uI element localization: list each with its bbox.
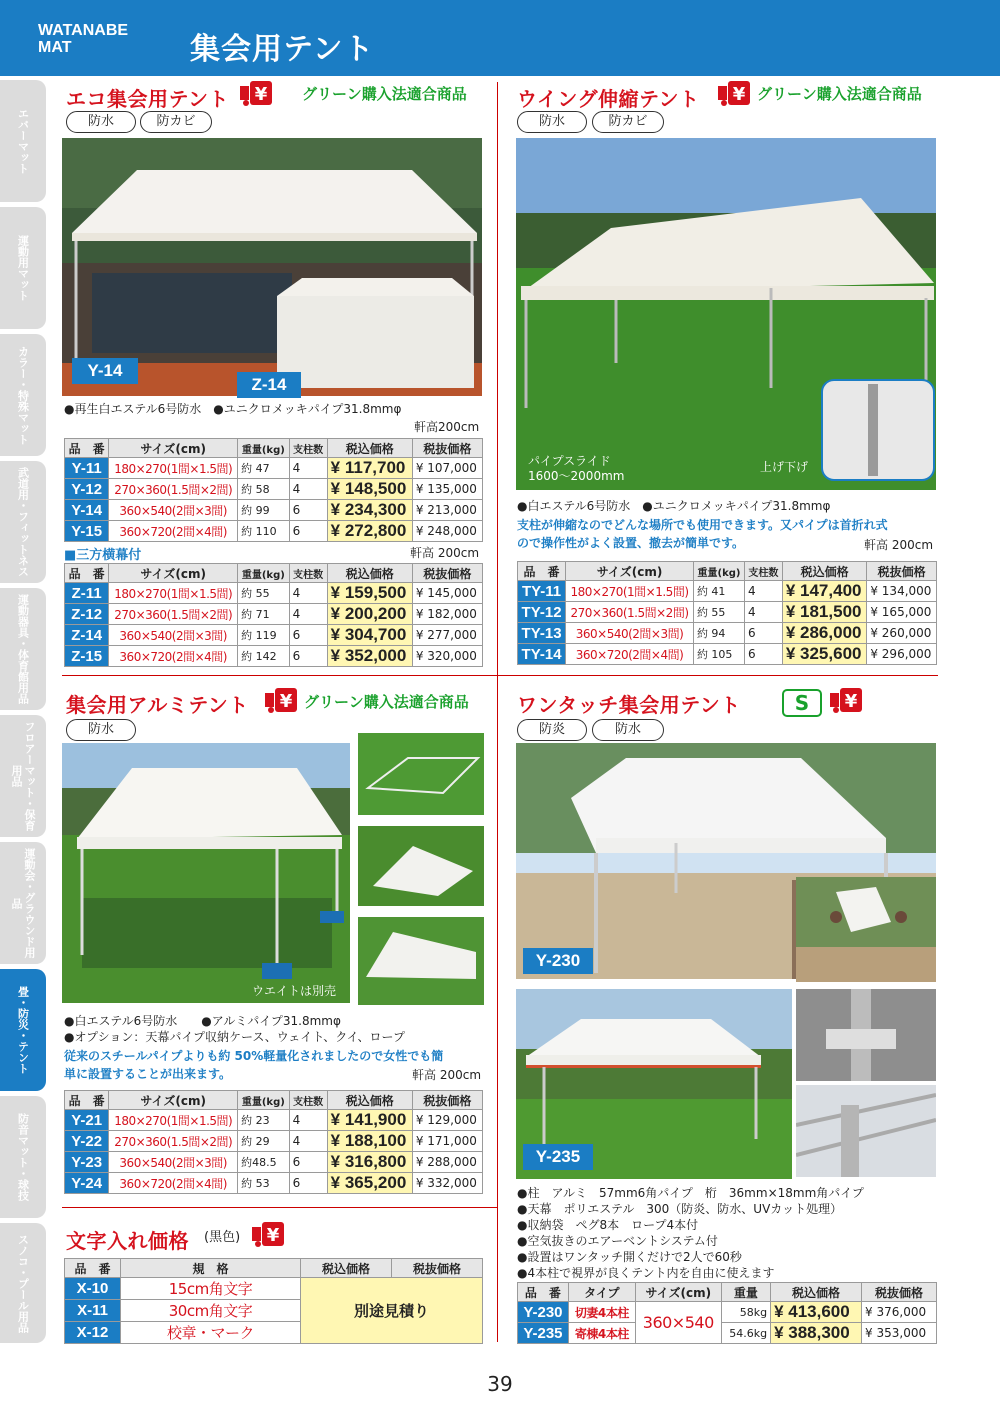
eco-price-table (64, 438, 483, 542)
cell-type: 寄棟4本柱 (568, 1323, 635, 1344)
th: 税抜価格 (412, 1091, 482, 1110)
side-tab[interactable]: 運動器具・体育館用品 (0, 588, 46, 710)
onetouch-joint-photo (796, 989, 936, 1081)
cell-price-ex: ¥ 171,000 (412, 1131, 482, 1152)
eco-spec: ●再生白エステル6号防水 ●ユニクロメッキパイプ31.8mmφ (64, 402, 402, 416)
cell-posts: 6 (289, 500, 327, 521)
cell-posts: 6 (289, 1173, 327, 1194)
cell-weight: 54.6kg (721, 1323, 770, 1344)
alumi-desc-1: 従来のスチールパイプよりも約 50%軽量化されましたので女性でも簡 (64, 1049, 444, 1063)
cell-size: 360×540(2間×3間) (109, 625, 238, 646)
side-tab[interactable]: 武道用・フィットネス (0, 461, 46, 583)
brand-line2: MAT (38, 39, 72, 56)
cell-posts: 6 (289, 646, 327, 667)
cell-weight: 約 41 (693, 581, 744, 602)
moji-price-table (64, 1258, 483, 1344)
cell-size: 180×270(1間×1.5間) (109, 458, 238, 479)
cell-code: TY-11 (518, 581, 566, 602)
alumi-spec-2: ●オプション：天幕パイプ収納ケース、ウェイト、クイ、ロープ (64, 1030, 405, 1044)
table-row (65, 1152, 483, 1173)
table-row (65, 500, 483, 521)
cell-weight: 約 94 (693, 623, 744, 644)
th: 規 格 (121, 1259, 301, 1278)
th: 重量(kg) (238, 564, 289, 583)
onetouch-price-table (517, 1282, 937, 1344)
side-curtain-price-table (64, 563, 483, 667)
section-divider (498, 675, 938, 676)
onetouch-spec-1: ●柱 アルミ 57mm6角パイプ 桁 36mm×18mm角パイプ (517, 1186, 864, 1200)
cell-size: 360×720(2間×4間) (109, 1173, 238, 1194)
th: 品 番 (65, 564, 109, 583)
cell-size: 360×720(2間×4間) (566, 644, 694, 665)
th: 税込価格 (327, 1091, 412, 1110)
cell-price-ex: ¥ 182,000 (412, 604, 482, 625)
th: 品 番 (65, 1091, 109, 1110)
table-row (65, 604, 483, 625)
side-tab[interactable]: カラー・特殊マット (0, 334, 46, 456)
green-label: グリーン購入法適合商品 (302, 85, 467, 103)
cell-price-ex: ¥ 277,000 (412, 625, 482, 646)
cell-price: ¥ 413,600 (771, 1302, 862, 1323)
cell-price: ¥ 181,500 (782, 602, 867, 623)
cell-size: 180×270(1間×1.5間) (109, 583, 238, 604)
cell-price-ex: ¥ 320,000 (412, 646, 482, 667)
cell-spec: 30cm角文字 (121, 1300, 301, 1322)
green-label: グリーン購入法適合商品 (757, 85, 922, 103)
th: 品 番 (65, 1259, 121, 1278)
brand-line1: WATANABE (38, 22, 129, 39)
cell-code: Z-11 (65, 583, 109, 604)
yen-truck-icon (830, 688, 862, 714)
onetouch-spec-4: ●空気抜きのエアーベントシステム付 (517, 1234, 718, 1248)
table-row (518, 623, 937, 644)
cell-code: Z-12 (65, 604, 109, 625)
cell-posts: 4 (289, 1131, 327, 1152)
cell-weight: 約 105 (693, 644, 744, 665)
wing-price-table (517, 561, 937, 665)
cell-price-ex: ¥ 145,000 (412, 583, 482, 604)
th: 支柱数 (745, 562, 783, 581)
cell-type: 切妻4本柱 (568, 1302, 635, 1323)
alumi-tent-photo (62, 743, 350, 1003)
th: 品 番 (518, 562, 566, 581)
page-title: 集会用テント (190, 32, 375, 67)
cell-code: Y-11 (65, 458, 109, 479)
cell-price: ¥ 388,300 (771, 1323, 862, 1344)
pipe-slide-label: パイプスライド (528, 454, 611, 468)
cell-code: X-12 (65, 1322, 121, 1344)
brand-logo (38, 22, 128, 56)
table-row (65, 1173, 483, 1194)
cell-posts: 6 (289, 625, 327, 646)
cell-code: Y-15 (65, 521, 109, 542)
alumi-price-table (64, 1090, 483, 1194)
cell-price-ex: ¥ 353,000 (862, 1323, 937, 1344)
cell-size: 180×270(1間×1.5間) (566, 581, 694, 602)
cell-price: ¥ 325,600 (782, 644, 867, 665)
sg-mark-icon: S (782, 689, 822, 717)
updown-label: 上げ下げ (760, 460, 809, 474)
cell-size: 270×360(1.5間×2間) (566, 602, 694, 623)
cell-weight: 約 53 (238, 1173, 289, 1194)
cell-weight: 約 99 (238, 500, 289, 521)
table-row (518, 644, 937, 665)
cell-price: ¥ 286,000 (782, 623, 867, 644)
moji-title: 文字入れ価格 (66, 1229, 189, 1253)
cell-posts: 4 (745, 581, 783, 602)
svg-text:¥: ¥ (266, 1225, 280, 1246)
side-tab[interactable]: 運動用マット (0, 207, 46, 329)
cell-weight: 約 71 (238, 604, 289, 625)
cell-posts: 4 (289, 583, 327, 604)
onetouch-spec-3: ●収納袋 ペグ8本 ロープ4本付 (517, 1218, 699, 1232)
cell-size: 360×540(2間×3間) (109, 1152, 238, 1173)
th: 税込価格 (327, 439, 412, 458)
cell-price-ex: ¥ 332,000 (412, 1173, 482, 1194)
alumi-spec-1: ●白エステル6号防水 ●アルミパイプ31.8mmφ (64, 1014, 341, 1028)
cell-code: Z-14 (65, 625, 109, 646)
photo-tag-y14: Y-14 (72, 358, 138, 384)
eco-eave: 軒高200cm (414, 420, 480, 434)
cell-code: X-10 (65, 1278, 121, 1300)
table-row (65, 458, 483, 479)
cell-price-ex: ¥ 129,000 (412, 1110, 482, 1131)
badge-waterproof: 防水 (66, 111, 136, 133)
cell-price-ex: ¥ 296,000 (867, 644, 937, 665)
pipe-slide-range: 1600〜2000mm (528, 469, 625, 483)
cell-posts: 6 (289, 1152, 327, 1173)
cell-weight: 約 29 (238, 1131, 289, 1152)
cell-price-ex: ¥ 288,000 (412, 1152, 482, 1173)
table-row (65, 1110, 483, 1131)
wing-desc-2: ので操作性がよく設置、撤去が簡単です。 (517, 536, 745, 550)
alumi-folded-photo (358, 826, 484, 906)
th: サイズ(cm) (635, 1283, 721, 1302)
table-row (518, 581, 937, 602)
table-row (65, 1131, 483, 1152)
cell-price: ¥ 304,700 (327, 625, 412, 646)
cell-code: Y-12 (65, 479, 109, 500)
cell-weight: 約 55 (238, 583, 289, 604)
side-curtain-subtitle: ■三方横幕付 (64, 548, 142, 563)
th: 支柱数 (289, 439, 327, 458)
th: タイプ (568, 1283, 635, 1302)
photo-tag-z14: Z-14 (237, 372, 301, 398)
cell-code: Y-230 (518, 1302, 569, 1323)
yen-truck-icon (718, 81, 750, 107)
cell-posts: 4 (745, 602, 783, 623)
badge-flameproof: 防炎 (517, 719, 587, 741)
cell-weight: 約 58 (238, 479, 289, 500)
wing-tent-photo (516, 138, 936, 490)
table-row (518, 602, 937, 623)
cell-price-ex: ¥ 165,000 (867, 602, 937, 623)
cell-code: TY-14 (518, 644, 566, 665)
alumi-title: 集会用アルミテント (66, 693, 249, 717)
th: サイズ(cm) (109, 564, 238, 583)
cell-code: TY-12 (518, 602, 566, 623)
cell-weight: 58kg (721, 1302, 770, 1323)
cell-size: 180×270(1間×1.5間) (109, 1110, 238, 1131)
cell-size: 270×360(1.5間×2間) (109, 479, 238, 500)
cell-posts: 4 (289, 458, 327, 479)
cell-size: 360×720(2間×4間) (109, 646, 238, 667)
cell-price: ¥ 272,800 (327, 521, 412, 542)
cell-posts: 4 (289, 604, 327, 625)
alumi-desc-2: 単に設置することが出来ます。 (64, 1067, 232, 1081)
badge-antimold: 防カビ (592, 111, 664, 133)
th: 税抜価格 (862, 1283, 937, 1302)
cell-price-ex: ¥ 135,000 (412, 479, 482, 500)
wing-eave: 軒高 200cm (864, 538, 934, 552)
th: 税込価格 (782, 562, 867, 581)
cell-price: ¥ 141,900 (327, 1110, 412, 1131)
cell-price-ex: ¥ 134,000 (867, 581, 937, 602)
svg-text:¥: ¥ (732, 84, 746, 105)
onetouch-spec-2: ●天幕 ポリエステル 300（防炎、防水、UVカット処理） (517, 1202, 843, 1216)
cell-price: ¥ 316,800 (327, 1152, 412, 1173)
th: 重量(kg) (238, 1091, 289, 1110)
cell-posts: 4 (289, 479, 327, 500)
photo-tag-y230: Y-230 (523, 948, 593, 974)
onetouch-people-photo (796, 877, 936, 982)
cell-posts: 6 (745, 623, 783, 644)
section-divider (62, 675, 498, 676)
side-tab-active[interactable]: 畳・防災・テント (0, 969, 46, 1091)
svg-text:¥: ¥ (844, 691, 858, 712)
yen-truck-icon (240, 81, 272, 107)
cell-price: ¥ 365,200 (327, 1173, 412, 1194)
table-row (65, 583, 483, 604)
table-row (65, 479, 483, 500)
th: サイズ(cm) (109, 439, 238, 458)
table-row (65, 521, 483, 542)
alumi-setup-photo (358, 917, 484, 1005)
th: 税込価格 (301, 1259, 392, 1278)
badge-waterproof: 防水 (592, 719, 664, 741)
cell-price: ¥ 352,000 (327, 646, 412, 667)
cell-code: Y-23 (65, 1152, 109, 1173)
cell-code: Y-24 (65, 1173, 109, 1194)
th: 重量(kg) (693, 562, 744, 581)
photo-tag-y235: Y-235 (523, 1144, 593, 1170)
th: 税抜価格 (412, 439, 482, 458)
cell-size: 360×540 (635, 1302, 721, 1344)
cell-size: 270×360(1.5間×2間) (109, 1131, 238, 1152)
cell-weight: 約48.5 (238, 1152, 289, 1173)
th: 税抜価格 (412, 564, 482, 583)
page-number: 39 (487, 1372, 513, 1396)
side-tab[interactable]: 運動会・グラウンド用品 (0, 842, 46, 964)
cell-price-ex: ¥ 107,000 (412, 458, 482, 479)
wing-spec: ●白エステル6号防水 ●ユニクロメッキパイプ31.8mmφ (517, 499, 831, 513)
wing-desc-1: 支柱が伸縮なのでどんな場所でも使用できます。又パイプは首折れ式 (517, 518, 888, 532)
alumi-eave: 軒高 200cm (412, 1068, 482, 1082)
th: 支柱数 (289, 564, 327, 583)
onetouch-frame-photo (796, 1085, 936, 1177)
cell-price: ¥ 234,300 (327, 500, 412, 521)
cell-code: Z-15 (65, 646, 109, 667)
th: サイズ(cm) (566, 562, 694, 581)
weight-note: ウエイトは別売 (252, 984, 337, 998)
yen-truck-icon (265, 688, 297, 714)
cell-spec: 校章・マーク (121, 1322, 301, 1344)
table-row (65, 625, 483, 646)
table-row (518, 1323, 937, 1344)
cell-size: 270×360(1.5間×2間) (109, 604, 238, 625)
onetouch-spec-6: ●4本柱で視界が良くテント内を自由に使えます (517, 1266, 775, 1280)
th: 重量(kg) (238, 439, 289, 458)
section-divider (62, 1207, 498, 1208)
alumi-frame-photo (358, 733, 484, 815)
cell-quote: 別途見積り (301, 1278, 483, 1344)
svg-text:¥: ¥ (254, 84, 268, 105)
cell-price: ¥ 117,700 (327, 458, 412, 479)
badge-waterproof: 防水 (517, 111, 587, 133)
th: 税込価格 (327, 564, 412, 583)
cell-price-ex: ¥ 376,000 (862, 1302, 937, 1323)
table-row (518, 1302, 937, 1323)
cell-price: ¥ 148,500 (327, 479, 412, 500)
table-row (65, 646, 483, 667)
cell-weight: 約 142 (238, 646, 289, 667)
svg-text:¥: ¥ (279, 691, 293, 712)
moji-sub: (黒色) (204, 1230, 241, 1245)
th: 品 番 (65, 439, 109, 458)
green-label: グリーン購入法適合商品 (304, 693, 469, 711)
badge-waterproof: 防水 (66, 719, 136, 741)
th: 税抜価格 (867, 562, 937, 581)
cell-size: 360×720(2間×4間) (109, 521, 238, 542)
th: 税込価格 (771, 1283, 862, 1302)
cell-code: Y-235 (518, 1323, 569, 1344)
cell-weight: 約 23 (238, 1110, 289, 1131)
th: 支柱数 (289, 1091, 327, 1110)
cell-size: 360×540(2間×3間) (566, 623, 694, 644)
cell-price: ¥ 188,100 (327, 1131, 412, 1152)
cell-posts: 6 (289, 521, 327, 542)
cell-price: ¥ 200,200 (327, 604, 412, 625)
page-header (0, 0, 1000, 76)
cell-weight: 約 110 (238, 521, 289, 542)
cell-code: Y-22 (65, 1131, 109, 1152)
cell-price-ex: ¥ 248,000 (412, 521, 482, 542)
cell-posts: 4 (289, 1110, 327, 1131)
cell-price-ex: ¥ 213,000 (412, 500, 482, 521)
th: 重量 (721, 1283, 770, 1302)
cell-weight: 約 55 (693, 602, 744, 623)
cell-weight: 約 119 (238, 625, 289, 646)
cell-spec: 15cm角文字 (121, 1278, 301, 1300)
cell-size: 360×540(2間×3間) (109, 500, 238, 521)
table-row (65, 1278, 483, 1300)
cell-code: TY-13 (518, 623, 566, 644)
th: サイズ(cm) (109, 1091, 238, 1110)
th: 品 番 (518, 1283, 569, 1302)
cell-posts: 6 (745, 644, 783, 665)
cell-weight: 約 47 (238, 458, 289, 479)
column-divider (497, 82, 498, 1342)
side-tab[interactable]: フロアーマット・保育用品 (0, 715, 46, 837)
cell-code: X-11 (65, 1300, 121, 1322)
side-tab[interactable]: スノコ・プール用品 (0, 1223, 46, 1343)
cell-price: ¥ 159,500 (327, 583, 412, 604)
th: 税抜価格 (392, 1259, 483, 1278)
eco-title: エコ集会用テント (66, 87, 229, 111)
badge-antimold: 防カビ (140, 111, 212, 133)
onetouch-spec-5: ●設置はワンタッチ開くだけで2人で60秒 (517, 1250, 742, 1264)
cell-price: ¥ 147,400 (782, 581, 867, 602)
side-tab[interactable]: 防音マット・球技 (0, 1096, 46, 1218)
wing-title: ウイング伸縮テント (517, 87, 700, 111)
side-curtain-eave: 軒高 200cm (410, 546, 480, 560)
yen-truck-icon (252, 1222, 284, 1248)
cell-code: Y-21 (65, 1110, 109, 1131)
cell-code: Y-14 (65, 500, 109, 521)
cell-price-ex: ¥ 260,000 (867, 623, 937, 644)
onetouch-title: ワンタッチ集会用テント (517, 693, 741, 717)
side-tab[interactable]: エバーマット (0, 80, 46, 202)
